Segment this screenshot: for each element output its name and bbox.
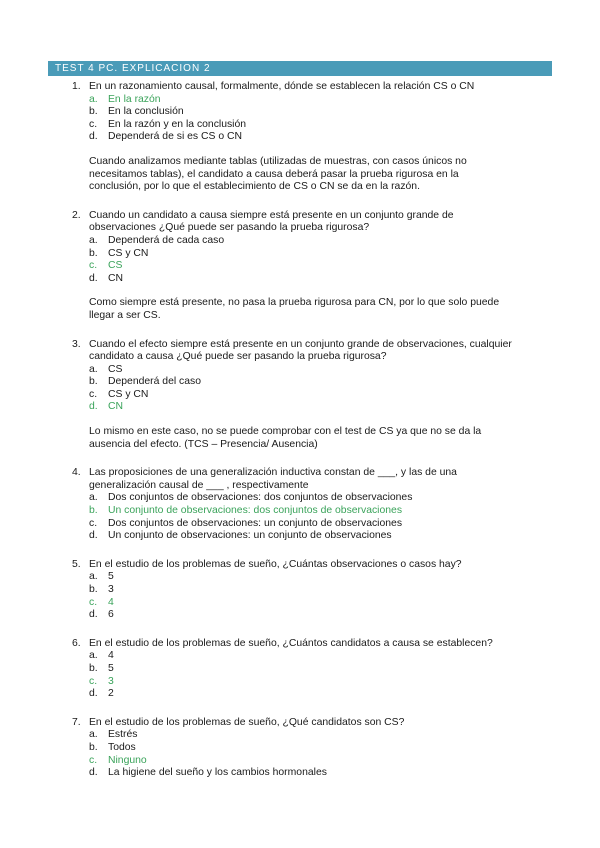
option-text: Ninguno	[108, 754, 147, 766]
option-letter: b.	[89, 106, 98, 118]
option-text: En la conclusión	[108, 106, 184, 118]
question-text: En el estudio de los problemas de sueño, ¿Cuántos candidatos a causa se establecen?	[89, 637, 493, 649]
option-letter: d.	[89, 530, 98, 542]
option-letter: b.	[89, 741, 98, 753]
option-letter: d.	[89, 272, 98, 284]
option-text: En la razón y en la conclusión	[108, 118, 247, 130]
option-letter: a.	[89, 363, 98, 375]
answer-options	[89, 94, 512, 144]
option-letter: c.	[89, 596, 98, 608]
answer-option	[89, 650, 512, 663]
option-text: En la razón	[108, 93, 161, 105]
option-text: La higiene del sueño y los cambios hormonales	[108, 767, 327, 779]
option-letter: b.	[89, 584, 98, 595]
answer-option-correct	[89, 260, 512, 273]
option-text: Dos conjuntos de observaciones: un conjunto de observaciones	[108, 517, 403, 529]
question-number: 5.	[72, 558, 81, 570]
option-text: 4	[108, 650, 114, 662]
option-text: Un conjunto de observaciones: un conjunto de observaciones	[108, 530, 392, 542]
option-letter: b.	[89, 247, 98, 259]
answer-option-correct	[89, 401, 512, 414]
option-letter: d.	[89, 609, 98, 621]
option-letter: a.	[89, 93, 98, 105]
answer-options	[89, 571, 512, 621]
option-text: 3	[108, 584, 114, 595]
question-4	[72, 467, 512, 543]
question-5	[72, 559, 512, 622]
answer-option	[89, 609, 512, 622]
option-text: 4	[108, 596, 114, 608]
question-text: En un razonamiento causal, formalmente, dónde se establecen la relación CS o CN	[89, 81, 475, 92]
question-text: En el estudio de los problemas de sueño, ¿Qué candidatos son CS?	[89, 716, 405, 728]
option-letter: c.	[89, 260, 98, 272]
option-text: CS	[108, 363, 123, 375]
answer-option	[89, 584, 512, 597]
option-letter: b.	[89, 505, 98, 517]
option-text: 3	[108, 675, 114, 687]
answer-option	[89, 492, 512, 505]
answer-option	[89, 273, 512, 286]
explanation-text: Como siempre está presente, no pasa la prueba rigurosa para CN, por lo que solo puede llegar a ser CS.	[89, 297, 500, 321]
answer-option-correct	[89, 755, 512, 768]
option-text: Dependerá del caso	[108, 376, 202, 388]
answer-option	[89, 364, 512, 377]
answer-option	[89, 688, 512, 701]
answer-option-correct	[89, 597, 512, 610]
option-text: Dependerá de cada caso	[108, 234, 225, 246]
answer-options	[89, 729, 512, 779]
question-number: 7.	[72, 716, 81, 728]
option-text: CS y CN	[108, 388, 149, 400]
question-text: Las proposiciones de una generalización inductiva constan de ___, y las de una generalización causal de ___ , respectivamente	[89, 467, 457, 491]
answer-option-correct	[89, 505, 512, 518]
answer-option	[89, 106, 512, 119]
option-letter: d.	[89, 688, 98, 700]
option-text: Dependerá de si es CS o CN	[108, 131, 242, 143]
explanation-text: Lo mismo en este caso, no se puede comprobar con el test de CS ya que no se da la ausencia del efecto. (TCS – Presencia/ Ausencia)	[89, 426, 482, 450]
option-text: 5	[108, 662, 114, 674]
question-1	[72, 81, 512, 194]
option-letter: a.	[89, 650, 98, 662]
option-text: Todos	[108, 741, 136, 753]
option-text: Estrés	[108, 729, 138, 741]
answer-option-correct	[89, 676, 512, 689]
question-text: En el estudio de los problemas de sueño, ¿Cuántas observaciones o casos hay?	[89, 558, 462, 570]
answer-option	[89, 131, 512, 144]
question-number: 3.	[72, 338, 81, 350]
option-letter: a.	[89, 492, 98, 504]
question-number: 1.	[72, 81, 81, 92]
option-text: 5	[108, 571, 114, 583]
option-text: CN	[108, 401, 124, 413]
answer-option	[89, 389, 512, 402]
answer-option	[89, 530, 512, 543]
answer-option	[89, 518, 512, 531]
option-letter: c.	[89, 388, 98, 400]
section-header	[48, 61, 552, 76]
answer-option	[89, 119, 512, 132]
answer-options	[89, 364, 512, 414]
option-text: 6	[108, 609, 114, 621]
question-text: Cuando el efecto siempre está presente en un conjunto grande de observaciones, cualquier candidato a causa ¿Qué puede ser pasando la prueba rigurosa?	[89, 338, 512, 363]
question-6	[72, 638, 512, 701]
option-letter: b.	[89, 376, 98, 388]
section-title: TEST 4 PC. EXPLICACION 2	[55, 63, 211, 74]
option-text: 2	[108, 688, 114, 700]
option-letter: d.	[89, 131, 98, 143]
answer-options	[89, 650, 512, 700]
answer-option	[89, 248, 512, 261]
explanation-text: Cuando analizamos mediante tablas (utilizadas de muestras, con casos únicos no necesitamos tablas), el candidato a causa deberá pasar la prueba rigurosa en la conclusión, por lo que el establecimiento de CS o CN se da en la razón.	[89, 155, 467, 193]
option-text: CS y CN	[108, 247, 149, 259]
answer-option-correct	[89, 94, 512, 107]
option-text: CN	[108, 272, 124, 284]
question-3	[72, 339, 512, 452]
answer-option	[89, 235, 512, 248]
answer-option	[89, 663, 512, 676]
answer-options	[89, 492, 512, 542]
option-letter: c.	[89, 517, 98, 529]
question-number: 6.	[72, 637, 81, 649]
option-letter: a.	[89, 729, 98, 741]
option-letter: c.	[89, 118, 98, 130]
answer-option	[89, 376, 512, 389]
option-letter: d.	[89, 767, 98, 779]
option-text: Dos conjuntos de observaciones: dos conjuntos de observaciones	[108, 492, 413, 504]
answer-option	[89, 767, 512, 780]
answer-option	[89, 729, 512, 742]
answer-option	[89, 742, 512, 755]
option-letter: a.	[89, 234, 98, 246]
answer-options	[89, 235, 512, 285]
option-letter: b.	[89, 662, 98, 674]
option-letter: c.	[89, 754, 98, 766]
question-7	[72, 717, 512, 780]
question-text: Cuando un candidato a causa siempre está presente en un conjunto grande de observaciones ¿Qué puede ser pasando la prueba rigurosa?	[89, 209, 454, 234]
question-2	[72, 210, 512, 323]
option-text: Un conjunto de observaciones: dos conjuntos de observaciones	[108, 505, 403, 517]
answer-option	[89, 571, 512, 584]
option-text: CS	[108, 260, 123, 272]
question-number: 4.	[72, 467, 81, 479]
question-list	[72, 81, 512, 780]
option-letter: a.	[89, 571, 98, 583]
option-letter: c.	[89, 675, 98, 687]
question-number: 2.	[72, 209, 81, 221]
option-letter: d.	[89, 401, 98, 413]
